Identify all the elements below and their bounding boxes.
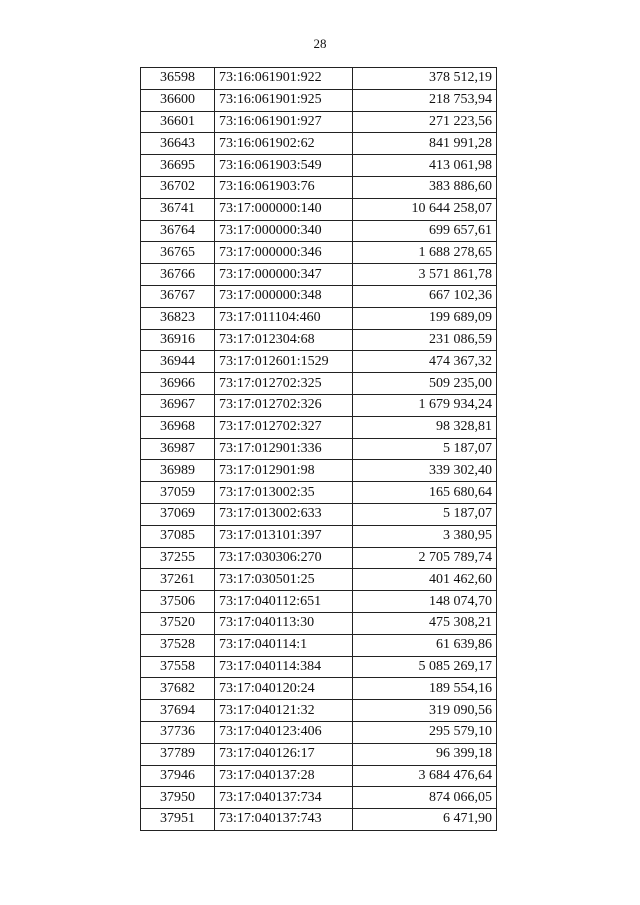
cadastral-number-cell: 73:17:000000:140 — [215, 198, 353, 220]
cadastral-number-cell: 73:17:012901:98 — [215, 460, 353, 482]
cadastral-number-cell: 73:17:040114:384 — [215, 656, 353, 678]
row-number-cell: 36989 — [141, 460, 215, 482]
cadastral-number-cell: 73:16:061903:76 — [215, 176, 353, 198]
cadastral-value-cell: 2 705 789,74 — [353, 547, 497, 569]
cadastral-number-cell: 73:17:040137:734 — [215, 787, 353, 809]
cadastral-number-cell: 73:17:030501:25 — [215, 569, 353, 591]
row-number-cell: 36600 — [141, 89, 215, 111]
cadastral-number-cell: 73:17:013101:397 — [215, 525, 353, 547]
table-row — [141, 569, 497, 591]
table-row — [141, 329, 497, 351]
row-number-cell: 37506 — [141, 591, 215, 613]
row-number-cell: 37261 — [141, 569, 215, 591]
cadastral-value-cell: 509 235,00 — [353, 373, 497, 395]
cadastral-number-cell: 73:17:012702:326 — [215, 394, 353, 416]
cadastral-value-cell: 148 074,70 — [353, 591, 497, 613]
cadastral-value-cell: 10 644 258,07 — [353, 198, 497, 220]
row-number-cell: 36767 — [141, 285, 215, 307]
cadastral-value-cell: 3 684 476,64 — [353, 765, 497, 787]
cadastral-value-cell: 199 689,09 — [353, 307, 497, 329]
cadastral-number-cell: 73:17:040113:30 — [215, 612, 353, 634]
cadastral-value-table — [140, 67, 497, 831]
cadastral-number-cell: 73:16:061902:62 — [215, 133, 353, 155]
cadastral-value-cell: 319 090,56 — [353, 700, 497, 722]
table-row — [141, 678, 497, 700]
cadastral-value-cell: 401 462,60 — [353, 569, 497, 591]
table-row — [141, 285, 497, 307]
row-number-cell: 36916 — [141, 329, 215, 351]
cadastral-value-cell: 295 579,10 — [353, 721, 497, 743]
table-row — [141, 547, 497, 569]
row-number-cell: 37682 — [141, 678, 215, 700]
cadastral-number-cell: 73:17:000000:347 — [215, 264, 353, 286]
row-number-cell: 36966 — [141, 373, 215, 395]
cadastral-number-cell: 73:17:013002:633 — [215, 503, 353, 525]
cadastral-value-cell: 6 471,90 — [353, 809, 497, 831]
table-row — [141, 787, 497, 809]
cadastral-number-cell: 73:17:030306:270 — [215, 547, 353, 569]
row-number-cell: 36968 — [141, 416, 215, 438]
table-body — [141, 68, 497, 831]
cadastral-number-cell: 73:17:040126:17 — [215, 743, 353, 765]
cadastral-value-cell: 699 657,61 — [353, 220, 497, 242]
cadastral-value-cell: 5 085 269,17 — [353, 656, 497, 678]
cadastral-number-cell: 73:17:040123:406 — [215, 721, 353, 743]
cadastral-value-cell: 5 187,07 — [353, 503, 497, 525]
row-number-cell: 37528 — [141, 634, 215, 656]
table-row — [141, 438, 497, 460]
row-number-cell: 36764 — [141, 220, 215, 242]
cadastral-number-cell: 73:17:000000:346 — [215, 242, 353, 264]
cadastral-number-cell: 73:17:012702:325 — [215, 373, 353, 395]
table-row — [141, 809, 497, 831]
cadastral-value-cell: 189 554,16 — [353, 678, 497, 700]
table-row — [141, 416, 497, 438]
cadastral-number-cell: 73:17:040114:1 — [215, 634, 353, 656]
table-row — [141, 198, 497, 220]
row-number-cell: 37694 — [141, 700, 215, 722]
table-row — [141, 68, 497, 90]
row-number-cell: 36944 — [141, 351, 215, 373]
table-row — [141, 656, 497, 678]
row-number-cell: 37946 — [141, 765, 215, 787]
table-row — [141, 634, 497, 656]
row-number-cell: 37520 — [141, 612, 215, 634]
row-number-cell: 37736 — [141, 721, 215, 743]
cadastral-value-cell: 474 367,32 — [353, 351, 497, 373]
cadastral-number-cell: 73:17:012304:68 — [215, 329, 353, 351]
table-row — [141, 721, 497, 743]
cadastral-number-cell: 73:17:012702:327 — [215, 416, 353, 438]
cadastral-number-cell: 73:16:061901:925 — [215, 89, 353, 111]
table-row — [141, 503, 497, 525]
cadastral-value-cell: 475 308,21 — [353, 612, 497, 634]
cadastral-value-cell: 231 086,59 — [353, 329, 497, 351]
cadastral-value-cell: 413 061,98 — [353, 155, 497, 177]
cadastral-value-cell: 1 679 934,24 — [353, 394, 497, 416]
row-number-cell: 36741 — [141, 198, 215, 220]
cadastral-value-cell: 3 571 861,78 — [353, 264, 497, 286]
cadastral-number-cell: 73:16:061901:927 — [215, 111, 353, 133]
row-number-cell: 36823 — [141, 307, 215, 329]
table-row — [141, 307, 497, 329]
table-row — [141, 111, 497, 133]
cadastral-number-cell: 73:17:011104:460 — [215, 307, 353, 329]
row-number-cell: 36702 — [141, 176, 215, 198]
cadastral-number-cell: 73:17:000000:348 — [215, 285, 353, 307]
cadastral-number-cell: 73:17:012901:336 — [215, 438, 353, 460]
table-row — [141, 351, 497, 373]
row-number-cell: 36601 — [141, 111, 215, 133]
table-row — [141, 133, 497, 155]
cadastral-number-cell: 73:17:040137:28 — [215, 765, 353, 787]
cadastral-number-cell: 73:17:040121:32 — [215, 700, 353, 722]
row-number-cell: 37069 — [141, 503, 215, 525]
table-row — [141, 743, 497, 765]
row-number-cell: 37255 — [141, 547, 215, 569]
cadastral-value-cell: 218 753,94 — [353, 89, 497, 111]
row-number-cell: 37951 — [141, 809, 215, 831]
table-row — [141, 373, 497, 395]
cadastral-value-cell: 165 680,64 — [353, 482, 497, 504]
cadastral-number-cell: 73:16:061901:922 — [215, 68, 353, 90]
cadastral-value-cell: 271 223,56 — [353, 111, 497, 133]
cadastral-value-cell: 339 302,40 — [353, 460, 497, 482]
table-row — [141, 765, 497, 787]
row-number-cell: 36766 — [141, 264, 215, 286]
row-number-cell: 37789 — [141, 743, 215, 765]
cadastral-value-cell: 98 328,81 — [353, 416, 497, 438]
row-number-cell: 37059 — [141, 482, 215, 504]
table-row — [141, 482, 497, 504]
table-row — [141, 242, 497, 264]
row-number-cell: 37085 — [141, 525, 215, 547]
row-number-cell: 36987 — [141, 438, 215, 460]
table-row — [141, 155, 497, 177]
cadastral-value-cell: 96 399,18 — [353, 743, 497, 765]
table-row — [141, 591, 497, 613]
cadastral-value-cell: 3 380,95 — [353, 525, 497, 547]
row-number-cell: 36695 — [141, 155, 215, 177]
cadastral-value-cell: 874 066,05 — [353, 787, 497, 809]
row-number-cell: 36598 — [141, 68, 215, 90]
cadastral-number-cell: 73:17:013002:35 — [215, 482, 353, 504]
cadastral-number-cell: 73:17:040112:651 — [215, 591, 353, 613]
table-row — [141, 220, 497, 242]
table-row — [141, 89, 497, 111]
row-number-cell: 36643 — [141, 133, 215, 155]
page-number: 28 — [313, 36, 327, 51]
cadastral-value-cell: 378 512,19 — [353, 68, 497, 90]
row-number-cell: 37558 — [141, 656, 215, 678]
cadastral-value-cell: 5 187,07 — [353, 438, 497, 460]
cadastral-number-cell: 73:17:000000:340 — [215, 220, 353, 242]
table-row — [141, 525, 497, 547]
table-row — [141, 264, 497, 286]
cadastral-value-cell: 841 991,28 — [353, 133, 497, 155]
cadastral-value-cell: 383 886,60 — [353, 176, 497, 198]
cadastral-value-cell: 61 639,86 — [353, 634, 497, 656]
row-number-cell: 36967 — [141, 394, 215, 416]
row-number-cell: 37950 — [141, 787, 215, 809]
cadastral-number-cell: 73:17:040120:24 — [215, 678, 353, 700]
cadastral-value-cell: 1 688 278,65 — [353, 242, 497, 264]
table-row — [141, 176, 497, 198]
row-number-cell: 36765 — [141, 242, 215, 264]
cadastral-number-cell: 73:17:012601:1529 — [215, 351, 353, 373]
cadastral-value-cell: 667 102,36 — [353, 285, 497, 307]
table-row — [141, 394, 497, 416]
table-row — [141, 700, 497, 722]
table-row — [141, 612, 497, 634]
cadastral-number-cell: 73:17:040137:743 — [215, 809, 353, 831]
cadastral-number-cell: 73:16:061903:549 — [215, 155, 353, 177]
table-row — [141, 460, 497, 482]
